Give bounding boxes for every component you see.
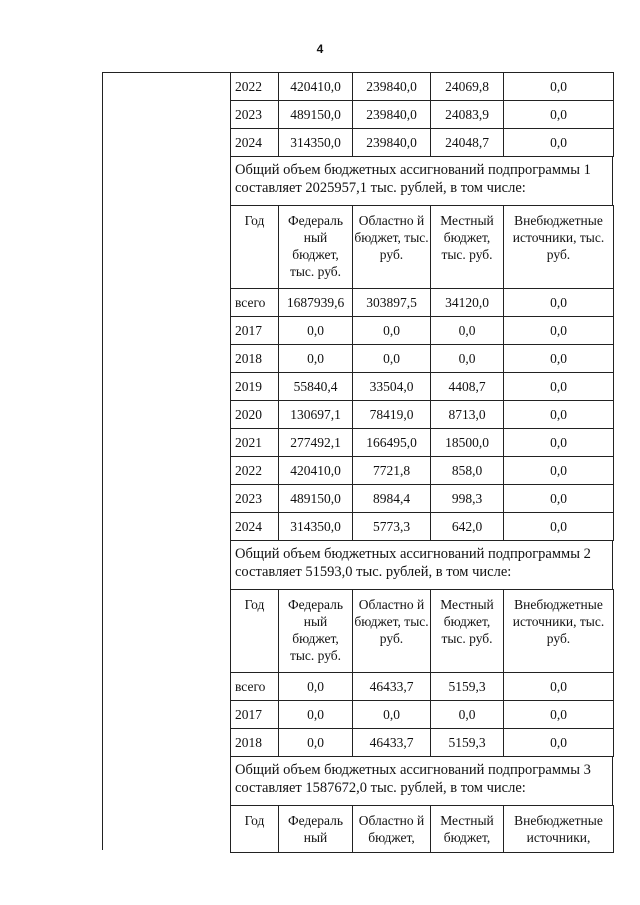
cell-extra: 0,0 [504, 513, 614, 541]
table-row [231, 129, 614, 157]
cell-federal: 489150,0 [279, 485, 353, 513]
cell-regional: 33504,0 [353, 373, 431, 401]
cell-extra: 0,0 [504, 373, 614, 401]
cell-local: 0,0 [431, 345, 504, 373]
cell-year: 2024 [231, 513, 279, 541]
cell-year: 2020 [231, 401, 279, 429]
header-local: Местный бюджет, тыс. руб. [431, 206, 504, 289]
cell-local: 998,3 [431, 485, 504, 513]
cell-local: 24048,7 [431, 129, 504, 157]
cell-federal: 55840,4 [279, 373, 353, 401]
cell-local: 4408,7 [431, 373, 504, 401]
header-year: Год [231, 806, 279, 853]
header-local: Местный бюджет, [431, 806, 504, 853]
cell-regional: 46433,7 [353, 673, 431, 701]
cell-federal: 314350,0 [279, 513, 353, 541]
cell-regional: 7721,8 [353, 457, 431, 485]
table-header-row [231, 590, 614, 673]
cell-regional: 303897,5 [353, 289, 431, 317]
cell-local: 24069,8 [431, 73, 504, 101]
subprogram-3-note: Общий объем бюджетных ассигнований подпрограммы 3 составляет 1587672,0 тыс. рублей, в том числе: [230, 757, 613, 805]
outer-table-left-border [102, 72, 103, 850]
cell-extra: 0,0 [504, 101, 614, 129]
cell-regional: 239840,0 [353, 73, 431, 101]
cell-extra: 0,0 [504, 485, 614, 513]
cell-local: 0,0 [431, 701, 504, 729]
cell-year: 2018 [231, 729, 279, 757]
table-row [231, 729, 614, 757]
budget-table-continuation [230, 72, 614, 157]
table-row [231, 673, 614, 701]
cell-extra: 0,0 [504, 345, 614, 373]
cell-local: 8713,0 [431, 401, 504, 429]
cell-extra: 0,0 [504, 429, 614, 457]
table-row [231, 701, 614, 729]
table-row [231, 73, 614, 101]
cell-year: 2023 [231, 101, 279, 129]
header-federal: Федераль ный бюджет, тыс. руб. [279, 590, 353, 673]
cell-extra: 0,0 [504, 701, 614, 729]
header-year: Год [231, 206, 279, 289]
cell-local: 642,0 [431, 513, 504, 541]
subprogram-2-note: Общий объем бюджетных ассигнований подпрограммы 2 составляет 51593,0 тыс. рублей, в том числе: [230, 541, 613, 589]
cell-regional: 78419,0 [353, 401, 431, 429]
cell-year: 2022 [231, 457, 279, 485]
cell-regional: 5773,3 [353, 513, 431, 541]
cell-local: 34120,0 [431, 289, 504, 317]
cell-extra: 0,0 [504, 317, 614, 345]
cell-federal: 277492,1 [279, 429, 353, 457]
cell-extra: 0,0 [504, 129, 614, 157]
table-row [231, 373, 614, 401]
header-extra: Внебюджетные источники, тыс. руб. [504, 590, 614, 673]
cell-local: 0,0 [431, 317, 504, 345]
cell-federal: 0,0 [279, 673, 353, 701]
subprogram-3-table [230, 805, 614, 853]
cell-year: 2017 [231, 317, 279, 345]
cell-federal: 314350,0 [279, 129, 353, 157]
page-number: 4 [316, 42, 324, 56]
cell-federal: 420410,0 [279, 73, 353, 101]
cell-federal: 420410,0 [279, 457, 353, 485]
table-row [231, 513, 614, 541]
cell-extra: 0,0 [504, 289, 614, 317]
cell-year: 2019 [231, 373, 279, 401]
header-local: Местный бюджет, тыс. руб. [431, 590, 504, 673]
table-row [231, 289, 614, 317]
cell-local: 5159,3 [431, 673, 504, 701]
cell-year: 2021 [231, 429, 279, 457]
table-row [231, 429, 614, 457]
cell-regional: 166495,0 [353, 429, 431, 457]
cell-federal: 0,0 [279, 317, 353, 345]
table-row [231, 457, 614, 485]
budget-tables-frame [230, 72, 613, 853]
cell-year: 2024 [231, 129, 279, 157]
cell-federal: 130697,1 [279, 401, 353, 429]
cell-local: 858,0 [431, 457, 504, 485]
cell-local: 24083,9 [431, 101, 504, 129]
cell-year: 2023 [231, 485, 279, 513]
cell-year: всего [231, 673, 279, 701]
cell-regional: 8984,4 [353, 485, 431, 513]
subprogram-1-note: Общий объем бюджетных ассигнований подпрограммы 1 составляет 2025957,1 тыс. рублей, в том числе: [230, 157, 613, 205]
cell-regional: 0,0 [353, 701, 431, 729]
table-row [231, 401, 614, 429]
cell-local: 18500,0 [431, 429, 504, 457]
cell-federal: 489150,0 [279, 101, 353, 129]
header-federal: Федераль ный бюджет, тыс. руб. [279, 206, 353, 289]
cell-year: 2017 [231, 701, 279, 729]
header-regional: Областно й бюджет, тыс. руб. [353, 590, 431, 673]
cell-local: 5159,3 [431, 729, 504, 757]
table-row [231, 317, 614, 345]
cell-extra: 0,0 [504, 457, 614, 485]
cell-extra: 0,0 [504, 401, 614, 429]
table-header-row [231, 806, 614, 853]
cell-federal: 0,0 [279, 729, 353, 757]
outer-table-top-border [102, 72, 230, 73]
header-year: Год [231, 590, 279, 673]
header-extra: Внебюджетные источники, тыс. руб. [504, 206, 614, 289]
cell-extra: 0,0 [504, 729, 614, 757]
cell-regional: 239840,0 [353, 101, 431, 129]
cell-regional: 0,0 [353, 317, 431, 345]
cell-federal: 1687939,6 [279, 289, 353, 317]
header-regional: Областно й бюджет, [353, 806, 431, 853]
table-row [231, 101, 614, 129]
cell-year: 2018 [231, 345, 279, 373]
header-federal: Федераль ный [279, 806, 353, 853]
table-header-row [231, 206, 614, 289]
cell-extra: 0,0 [504, 673, 614, 701]
table-row [231, 485, 614, 513]
cell-regional: 0,0 [353, 345, 431, 373]
cell-federal: 0,0 [279, 701, 353, 729]
cell-year: всего [231, 289, 279, 317]
header-regional: Областно й бюджет, тыс. руб. [353, 206, 431, 289]
cell-federal: 0,0 [279, 345, 353, 373]
cell-year: 2022 [231, 73, 279, 101]
header-extra: Внебюджетные источники, [504, 806, 614, 853]
subprogram-2-table [230, 589, 614, 757]
cell-regional: 239840,0 [353, 129, 431, 157]
subprogram-1-table [230, 205, 614, 541]
cell-extra: 0,0 [504, 73, 614, 101]
cell-regional: 46433,7 [353, 729, 431, 757]
table-row [231, 345, 614, 373]
